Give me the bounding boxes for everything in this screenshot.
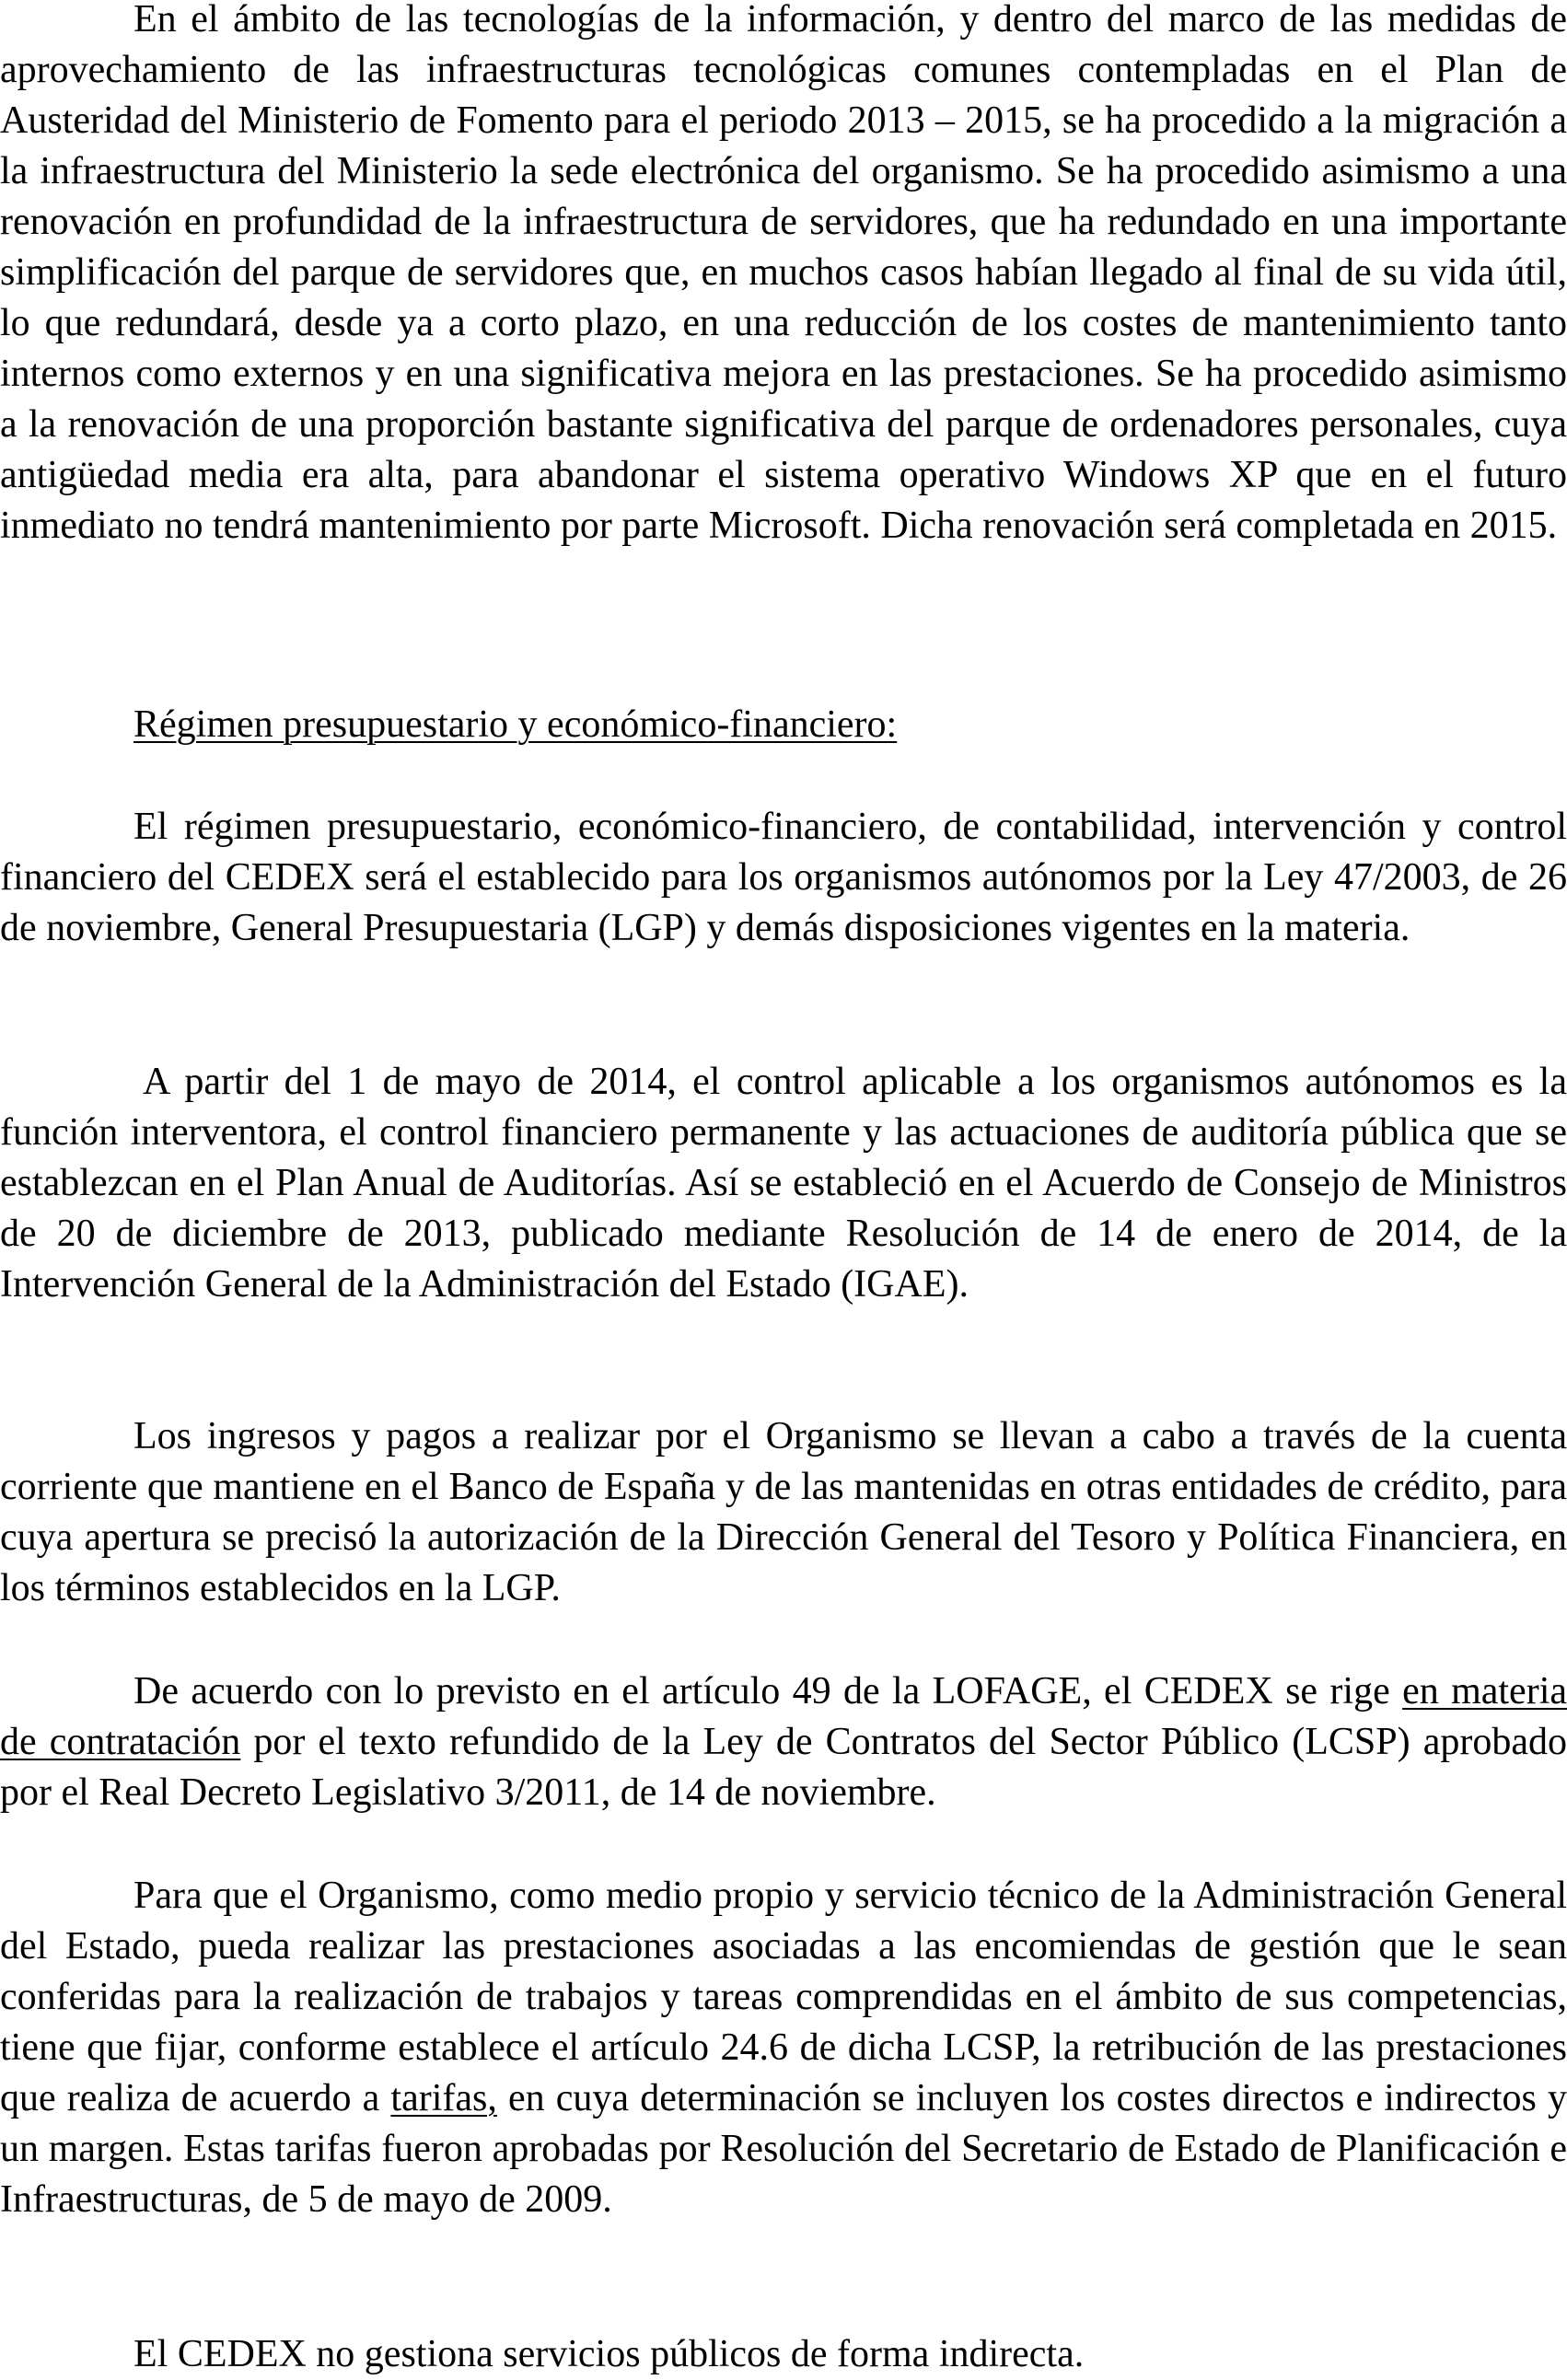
paragraph-contracting [0, 1666, 1567, 1818]
paragraph-financial-control: A partir del 1 de mayo de 2014, el control aplicable a los organismos autónomos es la función interventora, el control financiero permanente y las actuaciones de auditoría pública que se establezcan en el Plan Anual de Auditorías. Así se estableció en el Acuerdo de Consejo de Ministros de 20 de diciembre de 2013, publicado mediante Resolución de 14 de enero de 2014, de la Intervención General de la Administración del Estado (IGAE). [0, 1061, 1567, 1306]
paragraph-income-payments: Los ingresos y pagos a realizar por el Organismo se llevan a cabo a través de la cuenta corriente que mantiene en el Banco de España y de las mantenidas en otras entidades de crédito, para cuya apertura se precisó la autorización de la Dirección General del Tesoro y Política Financiera, en los términos establecidos en la LGP. [0, 1415, 1567, 1609]
underlined-tariffs-word: tarifas, [390, 2077, 497, 2119]
underlined-contracting-phrase: en materia de contratación [0, 1670, 1567, 1763]
paragraph-budget-regime: El régimen presupuestario, económico-financiero, de contabilidad, intervención y control financiero del CEDEX será el establecido para los organismos autónomos por la Ley 47/2003, de 26 de noviembre, General Presupuestaria (LGP) y demás disposiciones vigentes en la materia. [0, 806, 1567, 949]
section-heading-budget-regime: Régimen presupuestario y económico-financiero: [133, 703, 898, 746]
paragraph-tariffs [0, 1871, 1567, 2225]
paragraph-public-services: El CEDEX no gestiona servicios públicos de forma indirecta. [133, 2333, 1085, 2375]
paragraph-it-infrastructure: En el ámbito de las tecnologías de la información, y dentro del marco de las medidas de aprovechamiento de las infraestructuras tecnológicas comunes contempladas en el Plan de Austeridad del Ministerio de Fomento para el periodo 2013 – 2015, se ha procedido a la migración a la infraestructura del Ministerio la sede electrónica del organismo. Se ha procedido asimismo a una renovación en profundidad de la infraestructura de servidores, que ha redundado en una importante simplificación del parque de servidores que, en muchos casos habían llegado al final de su vida útil, lo que redundará, desde ya a corto plazo, en una reducción de los costes de mantenimiento tanto internos como externos y en una significativa mejora en las prestaciones. Se ha procedido asimismo a la renovación de una proporción bastante significativa del parque de ordenadores personales, cuya antigüedad media era alta, para abandonar el sistema operativo Windows XP que en el futuro inmediato no tendrá mantenimiento por parte Microsoft. Dicha renovación será completada en 2015. [0, 0, 1567, 547]
paragraph-contracting-text-2: por el texto refundido de la Ley de Contratos del Sector Público (LCSP) aprobado por el Real Decreto Legislativo 3/2011, de 14 de noviembre. [0, 1721, 1567, 1814]
paragraph-tariffs-text-2: en cuya determinación se incluyen los costes directos e indirectos y un margen. Estas tarifas fueron aprobadas por Resolución del Secretario de Estado de Planificación e Infraestructuras, de 5 de mayo de 2009. [0, 2077, 1567, 2221]
paragraph-tariffs-text-1: Para que el Organismo, como medio propio y servicio técnico de la Administración General del Estado, pueda realizar las prestaciones asociadas a las encomiendas de gestión que le sean conferidas para la realización de trabajos y tareas comprendidas en el ámbito de sus competencias, tiene que fijar, conforme establece el artículo 24.6 de dicha LCSP, la retribución de las prestaciones que realiza de acuerdo a [0, 1875, 1567, 2119]
paragraph-contracting-text-1: De acuerdo con lo previsto en el artículo 49 de la LOFAGE, el CEDEX se rige [133, 1670, 1403, 1712]
